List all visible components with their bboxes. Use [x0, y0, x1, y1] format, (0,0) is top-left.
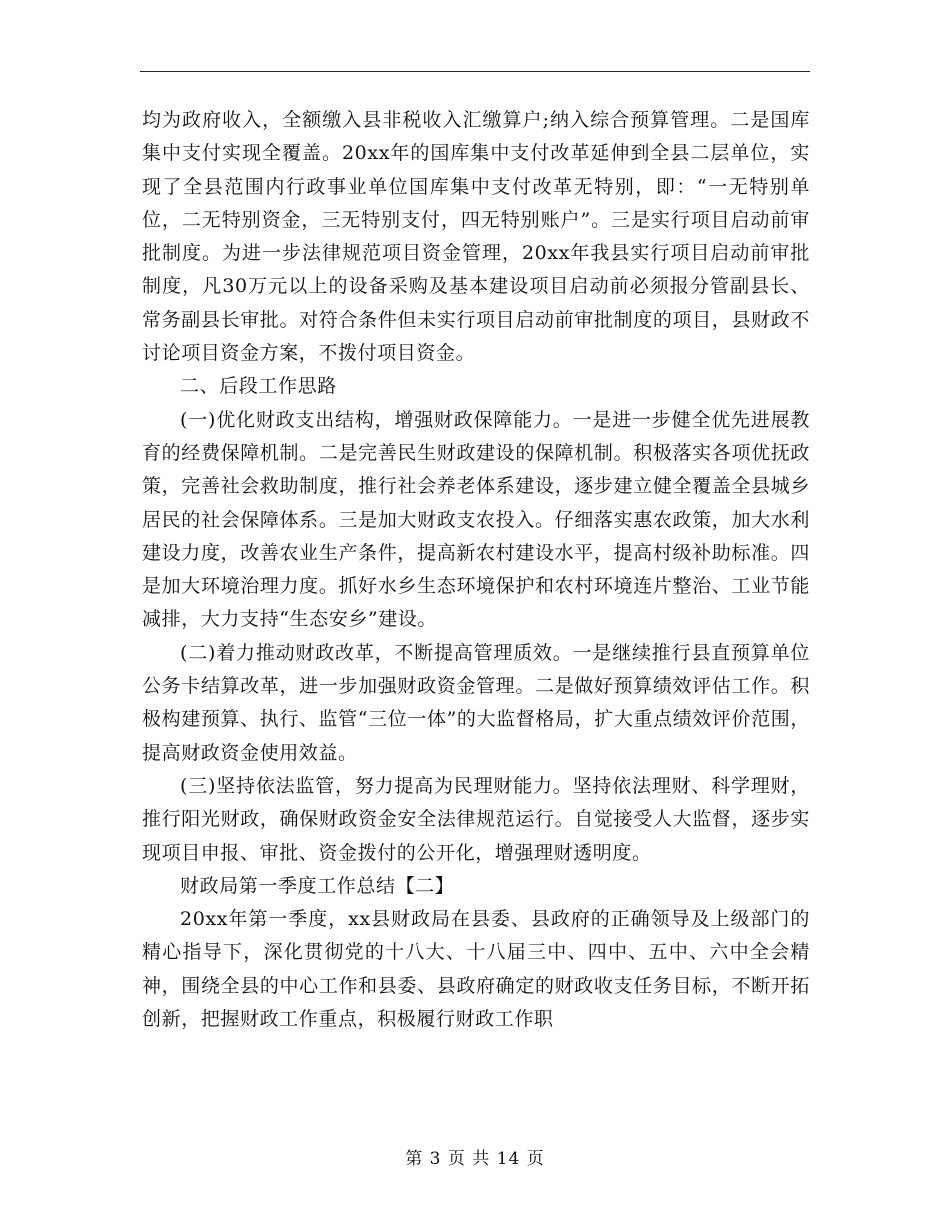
paragraph-1: 均为政府收入，全额缴入县非税收入汇缴算户;纳入综合预算管理。二是国库集中支付实现全覆盖。20xx年的国库集中支付改革延伸到全县二层单位，实现了全县范围内行政事业单位国库集中支付改革无特别，即：“一无特别单位，二无特别资金，三无特别支付，四无特别账户”。三是实行项目启动前审批制度。为进一步法律规范项目资金管理，20xx年我县实行项目启动前审批制度，凡30万元以上的设备采购及基本建设项目启动前必须报分管副县长、常务副县长审批。对符合条件但未实行项目启动前审批制度的项目，县财政不讨论项目资金方案，不拨付项目资金。 [142, 109, 810, 365]
paragraph-item-2: (二)着力推动财政改革，不断提高管理质效。一是继续推行县直预算单位公务卡结算改革，进一步加强财政资金管理。二是做好预算绩效评估工作。积极构建预算、执行、监管“三位一体”的大监督格局，扩大重点绩效评价范围，提高财政资金使用效益。 [142, 641, 810, 764]
section-heading-follow-up-plan: 二、后段工作思路 [180, 375, 337, 398]
document-body [142, 104, 810, 1036]
section-title-summary-two: 财政局第一季度工作总结【二】 [180, 874, 455, 897]
header-rule [140, 71, 810, 72]
paragraph-summary-intro: 20xx年第一季度，xx县财政局在县委、县政府的正确领导及上级部门的精心指导下，深化贯彻党的十八大、十八届三中、四中、五中、六中全会精神，围绕全县的中心工作和县委、县政府确定的财政收支任务目标，不断开拓创新，把握财政工作重点，积极履行财政工作职 [142, 908, 810, 1031]
page-number-footer: 第 3 页 共 14 页 [405, 1149, 545, 1169]
paragraph-item-1: (一)优化财政支出结构，增强财政保障能力。一是进一步健全优先进展教育的经费保障机制。二是完善民生财政建设的保障机制。积极落实各项优抚政策，完善社会救助制度，推行社会养老体系建设，逐步建立健全覆盖全县城乡居民的社会保障体系。三是加大财政支农投入。仔细落实惠农政策，加大水利建设力度，改善农业生产条件，提高新农村建设水平，提高村级补助标准。四是加大环境治理力度。抓好水乡生态环境保护和农村环境连片整治、工业节能减排，大力支持“生态安乡”建设。 [142, 408, 810, 631]
paragraph-item-3: (三)坚持依法监管，努力提高为民理财能力。坚持依法理财、科学理财，推行阳光财政，确保财政资金安全法律规范运行。自觉接受人大监督，逐步实现项目申报、审批、资金拨付的公开化，增强理财透明度。 [142, 774, 810, 864]
